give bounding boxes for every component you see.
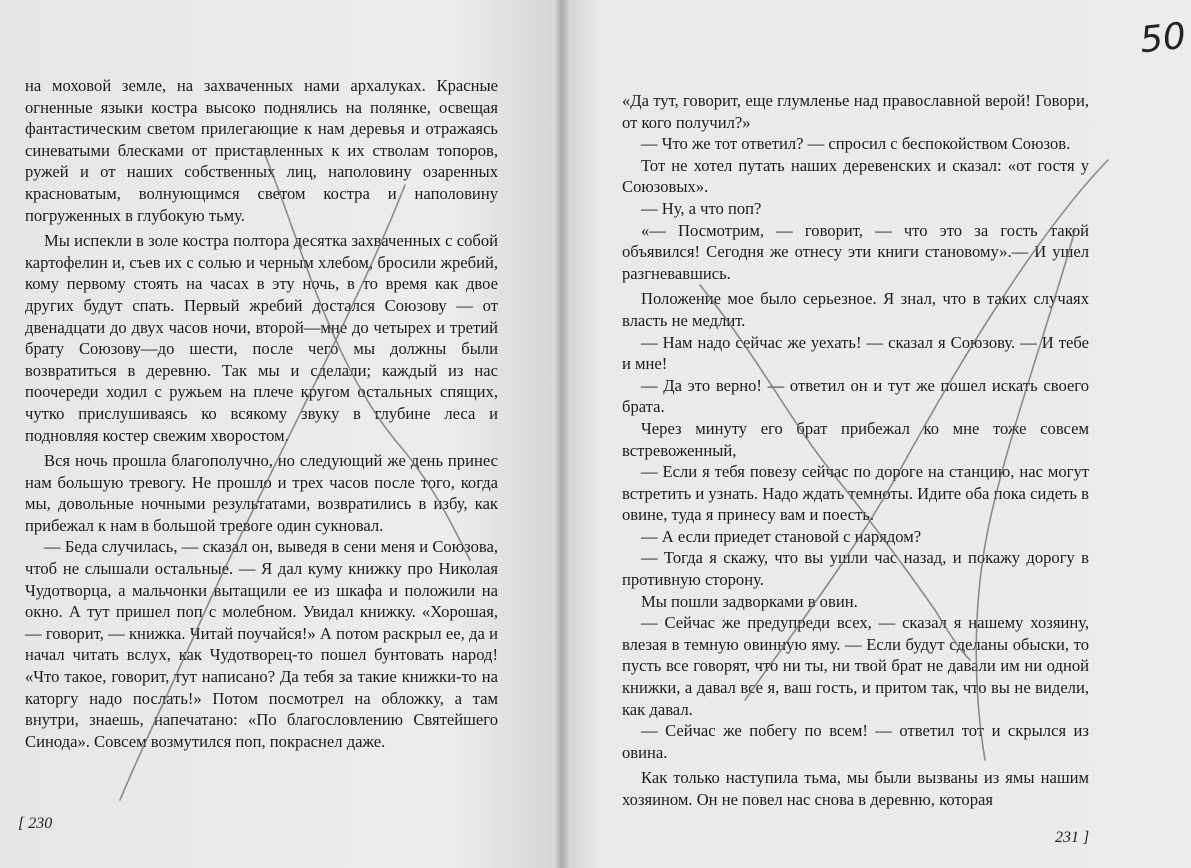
book-gutter: [553, 0, 571, 868]
right-paragraph-8: — Да это верно! — ответил он и тут же пошел искать своего брата.: [622, 375, 1089, 417]
left-paragraph-1: на моховой земле, на захваченных нами архалуках. Красные огненные языки костра высоко поднялись на полянке, освещая фантастическим светом прилегающие к нам деревья и отражаясь синеватыми блесками от приставленных к их стволам топоров, ружей и от наших собственных лиц, наполовину озаренных красноватым, волнующимся светом костра и наполовину погруженных в глубокую тьму.: [25, 76, 498, 225]
right-paragraph-10: — Если я тебя повезу сейчас по дороге на станцию, нас могут встретить и узнать. Надо ждать темноты. Идите оба пока сидеть в овине, туда я принесу вам и поесть.: [622, 462, 1089, 525]
right-paragraph-13: Мы пошли задворками в овин.: [641, 591, 858, 611]
right-paragraph-1: «Да тут, говорит, еще глумленье над православной верой! Говори, от кого получил?»: [622, 91, 1089, 132]
right-paragraph-4: — Ну, а что поп?: [641, 198, 762, 218]
left-page-number: [ 230: [18, 815, 53, 832]
right-paragraph-5: «— Посмотрим, — говорит, — что это за гость такой объявился! Сегодня же отнесу эти книги становому».— И ушел разгневавшись.: [622, 220, 1089, 283]
archive-page-number: 50: [1137, 15, 1188, 62]
right-paragraph-9: Через минуту его брат прибежал ко мне тоже совсем встревоженный,: [622, 418, 1089, 460]
right-page-text: [622, 90, 1089, 811]
right-page-number: 231 ]: [1055, 829, 1090, 846]
right-paragraph-7: — Нам надо сейчас же уехать! — сказал я Союзову. — И тебе и мне!: [622, 332, 1089, 374]
right-paragraph-2: — Что же тот ответил? — спросил с беспокойством Союзов.: [641, 134, 1071, 154]
right-paragraph-15: — Сейчас же побегу по всем! — ответил тот и скрылся из овина.: [622, 721, 1089, 762]
left-page-text: [25, 75, 498, 752]
right-paragraph-14: — Сейчас же предупреди всех, — сказал я нашему хозяину, влезая в темную овинную яму. — Если будут сделаны обыски, то пусть все говорят, что ни ты, ни твой брат не давали им ни одной книжки, а давал все я, ваш гость, и притом так, что вы не видели, как давал.: [622, 613, 1089, 719]
left-paragraph-2: Мы испекли в золе костра полтора десятка захваченных с собой картофелин и, съев их с солью и черным хлебом, бросили жребий, кому первому стоять на часах в эту ночь, в то время как двое других будут спать. Первый жребий достался Союзову — от двенадцати до двух часов ночи, второй—мне до четырех и третий брату Союзову—до шести, после чего мы должны были возвратиться в деревню. Так мы и сделали; каждый из нас поочереди ходил с ружьем на плече кругом остальных спящих, чутко прислушиваясь ко всякому звуку в глубине леса и подновляя костер свежим хворостом.: [25, 231, 498, 445]
right-paragraph-16: Как только наступила тьма, мы были вызваны из ямы нашим хозяином. Он не повел нас снова в деревню, которая: [622, 768, 1089, 809]
left-paragraph-4: — Беда случилась, — сказал он, выведя в сени меня и Союзова, чтоб не слышали остальные. — Я дал куму книжку про Николая Чудотворца, а мальчонки вытащили ее из шкафа и положили на окно. А тут пришел поп с молебном. Увидал книжку. «Хорошая, — говорит, — книжка. Читай поучайся!» А потом раскрыл ее, да и начал читать вслух, как Чудотворец-то пошел бунтовать народ! «Что такое, говорит, тут написано? Да тебя за такие книжки-то на каторгу надо послать!» Потом посмотрел на обложку, а там внутри, знаешь, напечатано: «По благословлению Святейшего Синода». Совсем возмутился поп, покраснел даже.: [25, 537, 498, 751]
right-paragraph-11: — А если приедет становой с нарядом?: [641, 526, 922, 546]
right-paragraph-12: — Тогда я скажу, что вы ушли час назад, и покажу дорогу в противную сторону.: [622, 548, 1089, 590]
right-paragraph-3: Тот не хотел путать наших деревенских и сказал: «от гостя у Союзовых».: [622, 155, 1089, 197]
left-paragraph-3: Вся ночь прошла благополучно, но следующий же день принес нам большую тревогу. Не прошло и трех часов после того, когда мы, довольные ночными результатами, возвратились в избу, как прибежал к нам в большой тревоге один сукновал.: [25, 451, 498, 535]
right-paragraph-6: Положение мое было серьезное. Я знал, что в таких случаях власть не медлит.: [622, 289, 1089, 330]
